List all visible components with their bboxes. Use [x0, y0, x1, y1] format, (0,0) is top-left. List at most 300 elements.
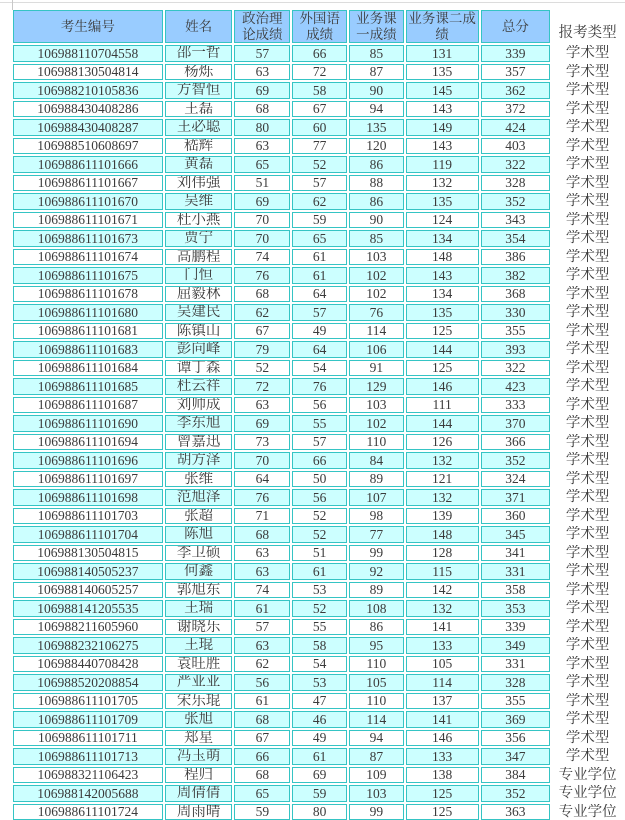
cell-course2: 143 — [406, 267, 479, 284]
cell-type: 学术型 — [565, 692, 610, 709]
table-row — [13, 656, 623, 673]
table-row — [13, 138, 623, 155]
cell-type: 学术型 — [565, 507, 610, 524]
cell-id: 106988430408286 — [13, 101, 163, 118]
cell-type: 学术型 — [565, 489, 610, 506]
cell-course2: 134 — [406, 286, 479, 303]
table-row — [13, 64, 623, 81]
cell-politics: 69 — [234, 415, 290, 432]
cell-total: 353 — [481, 600, 551, 617]
cell-course2: 124 — [406, 212, 479, 229]
cell-total: 343 — [481, 212, 551, 229]
cell-course2: 135 — [406, 193, 479, 210]
top-gridline — [0, 2, 625, 3]
cell-course1: 102 — [349, 415, 404, 432]
cell-name: 程归 — [165, 767, 233, 784]
table-row — [13, 748, 623, 765]
cell-politics: 74 — [234, 582, 290, 599]
cell-total: 352 — [481, 452, 551, 469]
cell-name: 王必聪 — [165, 119, 233, 136]
cell-course2: 125 — [406, 804, 479, 820]
table-row — [13, 711, 623, 728]
table-row — [13, 489, 623, 506]
cell-type: 学术型 — [565, 322, 610, 339]
cell-course2: 132 — [406, 175, 479, 192]
cell-politics: 63 — [234, 397, 290, 414]
cell-foreign: 72 — [292, 64, 347, 81]
cell-course2: 132 — [406, 452, 479, 469]
cell-foreign: 66 — [292, 45, 347, 62]
cell-course1: 109 — [349, 767, 404, 784]
cell-foreign: 54 — [292, 360, 347, 377]
cell-id: 106988141205535 — [13, 600, 163, 617]
cell-politics: 76 — [234, 489, 290, 506]
table-row — [13, 156, 623, 173]
cell-politics: 72 — [234, 378, 290, 395]
table-row — [13, 452, 623, 469]
cell-id: 106988611101696 — [13, 452, 163, 469]
cell-course2: 119 — [406, 156, 479, 173]
cell-name: 杜云祥 — [165, 378, 233, 395]
cell-course2: 115 — [406, 563, 479, 580]
cell-course1: 105 — [349, 674, 404, 691]
cell-name: 郭旭东 — [165, 582, 233, 599]
cell-foreign: 49 — [292, 730, 347, 747]
table-row — [13, 434, 623, 451]
cell-type: 学术型 — [565, 174, 610, 191]
cell-politics: 70 — [234, 230, 290, 247]
cell-id: 106988210105836 — [13, 82, 163, 99]
cell-course1: 90 — [349, 82, 404, 99]
cell-course2: 135 — [406, 304, 479, 321]
column-header-name: 姓名 — [165, 10, 233, 43]
cell-course2: 135 — [406, 64, 479, 81]
cell-total: 371 — [481, 489, 551, 506]
cell-type: 学术型 — [565, 267, 610, 284]
table-row — [13, 119, 623, 136]
cell-course1: 108 — [349, 600, 404, 617]
cell-foreign: 62 — [292, 193, 347, 210]
cell-id: 106988611101690 — [13, 415, 163, 432]
cell-id: 106988611101704 — [13, 526, 163, 543]
cell-course2: 148 — [406, 526, 479, 543]
cell-course1: 103 — [349, 785, 404, 802]
cell-foreign: 66 — [292, 452, 347, 469]
cell-course1: 94 — [349, 101, 404, 118]
table-row — [13, 767, 623, 784]
cell-course1: 135 — [349, 119, 404, 136]
cell-type: 专业学位 — [558, 785, 617, 802]
cell-total: 354 — [481, 230, 551, 247]
cell-course1: 86 — [349, 619, 404, 636]
cell-course1: 110 — [349, 434, 404, 451]
cell-politics: 71 — [234, 508, 290, 525]
cell-type: 学术型 — [565, 304, 610, 321]
cell-name: 谭丁森 — [165, 360, 233, 377]
cell-name: 陈镇山 — [165, 323, 233, 340]
cell-course2: 143 — [406, 101, 479, 118]
table-row — [13, 619, 623, 636]
table-row — [13, 674, 623, 691]
cell-politics: 79 — [234, 341, 290, 358]
cell-id: 106988321106423 — [13, 767, 163, 784]
cell-course2: 148 — [406, 249, 479, 266]
cell-politics: 68 — [234, 711, 290, 728]
cell-total: 423 — [481, 378, 551, 395]
cell-politics: 63 — [234, 138, 290, 155]
cell-course2: 125 — [406, 360, 479, 377]
cell-foreign: 52 — [292, 156, 347, 173]
cell-total: 339 — [481, 619, 551, 636]
cell-course1: 90 — [349, 212, 404, 229]
cell-foreign: 56 — [292, 397, 347, 414]
cell-course2: 137 — [406, 693, 479, 710]
cell-total: 331 — [481, 656, 551, 673]
cell-politics: 61 — [234, 600, 290, 617]
cell-course2: 144 — [406, 415, 479, 432]
cell-name: 高鹏程 — [165, 249, 233, 266]
cell-id: 106988520208854 — [13, 674, 163, 691]
cell-course2: 131 — [406, 45, 479, 62]
cell-course2: 141 — [406, 711, 479, 728]
cell-course2: 125 — [406, 323, 479, 340]
cell-total: 352 — [481, 785, 551, 802]
column-header-course1: 业务课一成绩 — [349, 10, 404, 43]
cell-foreign: 59 — [292, 785, 347, 802]
cell-name: 吴建民 — [165, 304, 233, 321]
cell-course1: 120 — [349, 138, 404, 155]
cell-name: 彭向峰 — [165, 341, 233, 358]
cell-total: 333 — [481, 397, 551, 414]
cell-foreign: 58 — [292, 82, 347, 99]
cell-foreign: 57 — [292, 304, 347, 321]
cell-politics: 51 — [234, 175, 290, 192]
cell-foreign: 76 — [292, 378, 347, 395]
cell-type: 专业学位 — [558, 803, 617, 820]
table-row — [13, 323, 623, 340]
cell-course1: 102 — [349, 267, 404, 284]
cell-name: 何鑫 — [165, 563, 233, 580]
cell-course2: 146 — [406, 378, 479, 395]
table-row — [13, 101, 623, 118]
cell-politics: 59 — [234, 804, 290, 820]
table-row — [13, 175, 623, 192]
cell-name: 王琨 — [165, 637, 233, 654]
table-row — [13, 637, 623, 654]
cell-name: 张维 — [165, 471, 233, 488]
cell-name: 刘伟强 — [165, 175, 233, 192]
cell-foreign: 57 — [292, 175, 347, 192]
cell-total: 363 — [481, 804, 551, 820]
cell-course1: 95 — [349, 637, 404, 654]
table-row — [13, 415, 623, 432]
cell-id: 106988611101697 — [13, 471, 163, 488]
table-row — [13, 286, 623, 303]
cell-politics: 56 — [234, 674, 290, 691]
cell-name: 严亚亚 — [165, 674, 233, 691]
cell-foreign: 51 — [292, 545, 347, 562]
cell-foreign: 57 — [292, 434, 347, 451]
cell-course1: 85 — [349, 230, 404, 247]
cell-politics: 61 — [234, 693, 290, 710]
cell-name: 方智恒 — [165, 82, 233, 99]
cell-foreign: 50 — [292, 471, 347, 488]
cell-name: 邵一哲 — [165, 45, 233, 62]
cell-course1: 98 — [349, 508, 404, 525]
cell-foreign: 52 — [292, 508, 347, 525]
cell-total: 358 — [481, 582, 551, 599]
table-row — [13, 378, 623, 395]
cell-type: 学术型 — [565, 655, 610, 672]
cell-politics: 63 — [234, 563, 290, 580]
cell-course2: 111 — [406, 397, 479, 414]
cell-course1: 76 — [349, 304, 404, 321]
cell-id: 106988611101724 — [13, 804, 163, 820]
cell-type: 学术型 — [565, 637, 610, 654]
cell-foreign: 69 — [292, 767, 347, 784]
table-row — [13, 397, 623, 414]
cell-foreign: 54 — [292, 656, 347, 673]
cell-politics: 62 — [234, 304, 290, 321]
cell-course2: 141 — [406, 619, 479, 636]
cell-id: 106988130504814 — [13, 64, 163, 81]
cell-politics: 68 — [234, 526, 290, 543]
table-row — [13, 45, 623, 62]
cell-course1: 86 — [349, 156, 404, 173]
cell-type: 学术型 — [565, 248, 610, 265]
cell-name: 袁旺胜 — [165, 656, 233, 673]
column-header-type: 报考类型 — [558, 25, 617, 42]
cell-course2: 145 — [406, 82, 479, 99]
cell-foreign: 61 — [292, 748, 347, 765]
table-row — [13, 341, 623, 358]
cell-total: 347 — [481, 748, 551, 765]
cell-type: 学术型 — [565, 45, 610, 62]
cell-politics: 57 — [234, 45, 290, 62]
cell-id: 106988611101703 — [13, 508, 163, 525]
cell-course1: 114 — [349, 323, 404, 340]
cell-type: 学术型 — [565, 415, 610, 432]
cell-name: 曾嘉迅 — [165, 434, 233, 451]
cell-politics: 65 — [234, 785, 290, 802]
cell-id: 106988611101713 — [13, 748, 163, 765]
cell-type: 学术型 — [565, 82, 610, 99]
column-header-foreign: 外国语成绩 — [292, 10, 347, 43]
cell-politics: 76 — [234, 267, 290, 284]
cell-name: 宋乐琨 — [165, 693, 233, 710]
cell-foreign: 61 — [292, 563, 347, 580]
cell-politics: 63 — [234, 64, 290, 81]
cell-name: 门恒 — [165, 267, 233, 284]
cell-total: 362 — [481, 82, 551, 99]
table-row — [13, 582, 623, 599]
cell-name: 黄磊 — [165, 156, 233, 173]
cell-type: 学术型 — [565, 563, 610, 580]
cell-politics: 65 — [234, 156, 290, 173]
cell-foreign: 59 — [292, 212, 347, 229]
cell-name: 李东旭 — [165, 415, 233, 432]
cell-course2: 143 — [406, 138, 479, 155]
cell-course1: 107 — [349, 489, 404, 506]
cell-total: 372 — [481, 101, 551, 118]
table-row — [13, 508, 623, 525]
cell-type: 学术型 — [565, 729, 610, 746]
cell-course1: 85 — [349, 45, 404, 62]
table-row — [13, 212, 623, 229]
cell-foreign: 64 — [292, 341, 347, 358]
cell-type: 学术型 — [565, 544, 610, 561]
cell-politics: 63 — [234, 545, 290, 562]
cell-politics: 67 — [234, 730, 290, 747]
cell-course1: 91 — [349, 360, 404, 377]
cell-total: 403 — [481, 138, 551, 155]
cell-name: 张超 — [165, 508, 233, 525]
cell-course2: 105 — [406, 656, 479, 673]
cell-name: 贾宁 — [165, 230, 233, 247]
cell-foreign: 46 — [292, 711, 347, 728]
cell-type: 专业学位 — [558, 766, 617, 783]
cell-politics: 63 — [234, 637, 290, 654]
cell-id: 106988611101671 — [13, 212, 163, 229]
cell-id: 106988611101709 — [13, 711, 163, 728]
cell-foreign: 56 — [292, 489, 347, 506]
cell-foreign: 52 — [292, 526, 347, 543]
cell-course2: 144 — [406, 341, 479, 358]
cell-name: 张旭 — [165, 711, 233, 728]
cell-course2: 121 — [406, 471, 479, 488]
cell-politics: 70 — [234, 452, 290, 469]
cell-id: 106988611101705 — [13, 693, 163, 710]
cell-course2: 149 — [406, 119, 479, 136]
cell-foreign: 65 — [292, 230, 347, 247]
cell-course2: 134 — [406, 230, 479, 247]
table-row — [13, 267, 623, 284]
cell-politics: 66 — [234, 748, 290, 765]
cell-total: 352 — [481, 193, 551, 210]
cell-politics: 68 — [234, 767, 290, 784]
cell-course1: 84 — [349, 452, 404, 469]
cell-course2: 125 — [406, 785, 479, 802]
cell-type: 学术型 — [565, 470, 610, 487]
cell-foreign: 53 — [292, 582, 347, 599]
cell-foreign: 55 — [292, 619, 347, 636]
cell-politics: 57 — [234, 619, 290, 636]
cell-id: 106988611101681 — [13, 323, 163, 340]
cell-course1: 99 — [349, 804, 404, 820]
cell-total: 368 — [481, 286, 551, 303]
cell-id: 106988142005688 — [13, 785, 163, 802]
cell-course1: 87 — [349, 64, 404, 81]
cell-id: 106988611101685 — [13, 378, 163, 395]
cell-course1: 94 — [349, 730, 404, 747]
cell-total: 341 — [481, 545, 551, 562]
cell-politics: 62 — [234, 656, 290, 673]
cell-total: 386 — [481, 249, 551, 266]
cell-type: 学术型 — [565, 63, 610, 80]
cell-name: 刘帅成 — [165, 397, 233, 414]
cell-name: 郑星 — [165, 730, 233, 747]
cell-type: 学术型 — [565, 526, 610, 543]
cell-foreign: 52 — [292, 600, 347, 617]
cell-id: 106988611101698 — [13, 489, 163, 506]
table-row — [13, 82, 623, 99]
cell-type: 学术型 — [565, 359, 610, 376]
cell-course2: 114 — [406, 674, 479, 691]
table-row — [13, 304, 623, 321]
cell-type: 学术型 — [565, 581, 610, 598]
cell-politics: 73 — [234, 434, 290, 451]
cell-total: 424 — [481, 119, 551, 136]
cell-name: 李卫硕 — [165, 545, 233, 562]
cell-total: 382 — [481, 267, 551, 284]
cell-total: 328 — [481, 674, 551, 691]
cell-course1: 110 — [349, 656, 404, 673]
cell-course1: 87 — [349, 748, 404, 765]
cell-foreign: 80 — [292, 804, 347, 820]
cell-politics: 68 — [234, 286, 290, 303]
cell-foreign: 77 — [292, 138, 347, 155]
cell-id: 106988211605960 — [13, 619, 163, 636]
cell-foreign: 60 — [292, 119, 347, 136]
table-row — [13, 730, 623, 747]
column-header-politics: 政治理论成绩 — [234, 10, 290, 43]
cell-course1: 102 — [349, 286, 404, 303]
cell-course1: 114 — [349, 711, 404, 728]
cell-course2: 133 — [406, 748, 479, 765]
cell-total: 355 — [481, 323, 551, 340]
cell-name: 谢晓乐 — [165, 619, 233, 636]
cell-total: 356 — [481, 730, 551, 747]
cell-course1: 88 — [349, 175, 404, 192]
cell-name: 杨烁 — [165, 64, 233, 81]
column-header-total: 总分 — [481, 10, 551, 43]
cell-foreign: 53 — [292, 674, 347, 691]
cell-course1: 103 — [349, 397, 404, 414]
cell-course1: 77 — [349, 526, 404, 543]
cell-type: 学术型 — [565, 396, 610, 413]
cell-id: 106988110704558 — [13, 45, 163, 62]
cell-type: 学术型 — [565, 674, 610, 691]
column-header-course2: 业务课二成绩 — [406, 10, 479, 43]
cell-course1: 110 — [349, 693, 404, 710]
cell-total: 349 — [481, 637, 551, 654]
cell-course2: 132 — [406, 600, 479, 617]
cell-name: 王磊 — [165, 101, 233, 118]
cell-id: 106988611101675 — [13, 267, 163, 284]
cell-total: 345 — [481, 526, 551, 543]
cell-total: 369 — [481, 711, 551, 728]
cell-course1: 92 — [349, 563, 404, 580]
cell-course2: 128 — [406, 545, 479, 562]
cell-course2: 126 — [406, 434, 479, 451]
cell-type: 学术型 — [565, 452, 610, 469]
cell-type: 学术型 — [565, 193, 610, 210]
cell-course2: 139 — [406, 508, 479, 525]
cell-type: 学术型 — [565, 618, 610, 635]
cell-id: 106988611101678 — [13, 286, 163, 303]
table-row — [13, 545, 623, 562]
cell-id: 106988611101694 — [13, 434, 163, 451]
cell-course1: 129 — [349, 378, 404, 395]
table-row — [13, 693, 623, 710]
cell-foreign: 67 — [292, 101, 347, 118]
cell-type: 学术型 — [565, 433, 610, 450]
table-row — [13, 471, 623, 488]
cell-name: 周雨晴 — [165, 804, 233, 820]
cell-total: 370 — [481, 415, 551, 432]
cell-politics: 69 — [234, 82, 290, 99]
cell-course1: 99 — [349, 545, 404, 562]
